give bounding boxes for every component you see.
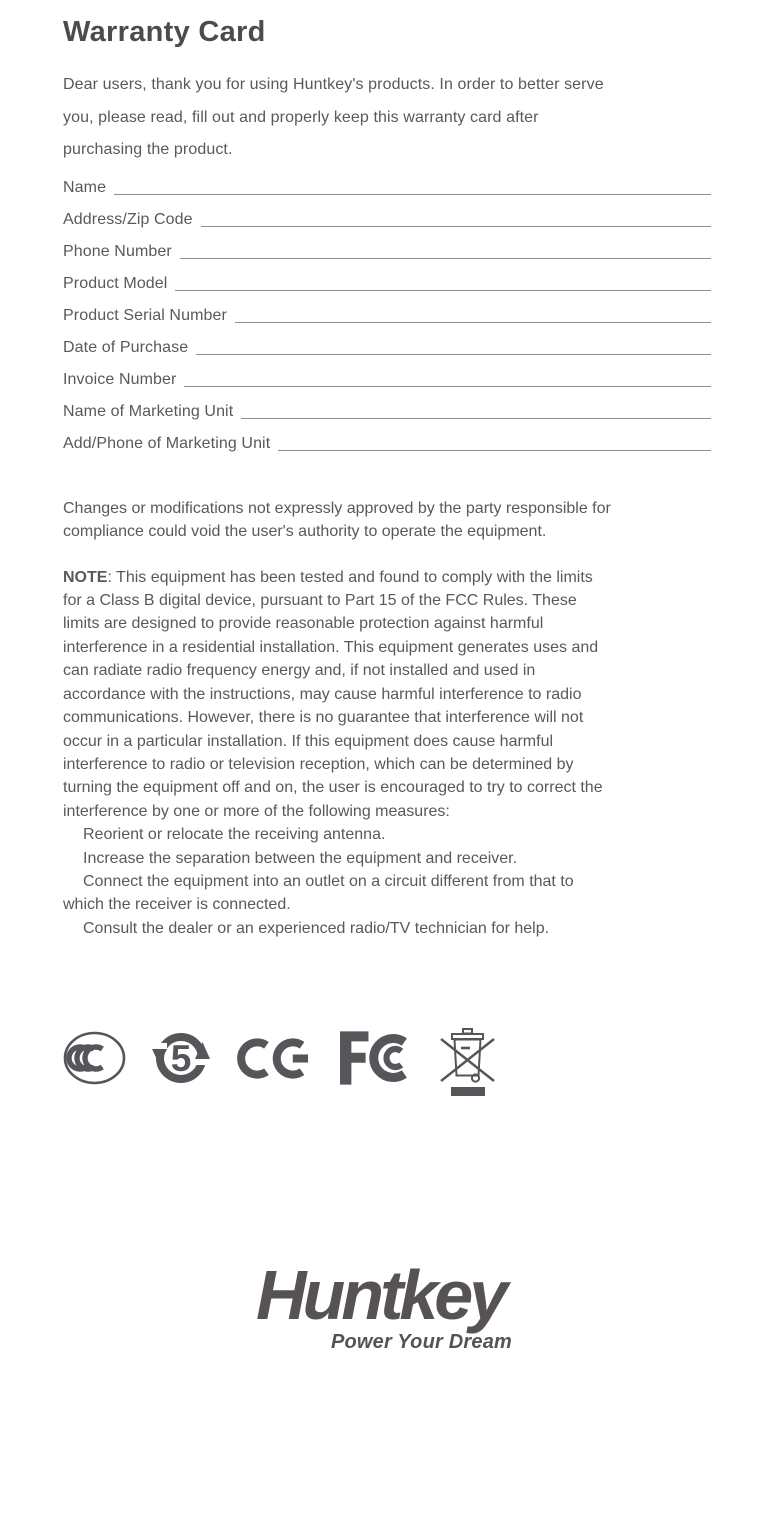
huntkey-logo [256,1256,518,1354]
note-line: for a Class B digital device, pursuant to Part 15 of the FCC Rules. These [63,592,577,610]
form-row-marketing-unit-name [63,391,711,423]
form-field-label: Invoice Number [63,370,177,388]
form-row-invoice-number [63,359,711,391]
form-field-blank-line [235,322,711,323]
note-first-line-text: : This equipment has been tested and found to comply with the limits [107,568,593,586]
intro-line: purchasing the product. [63,141,233,159]
note-line: interference in a residential installation. This equipment generates uses and [63,638,599,656]
form-row-name [63,167,711,199]
intro-line: Dear users, thank you for using Huntkey's products. In order to better serve [63,76,604,94]
form-field-label: Add/Phone of Marketing Unit [63,434,271,452]
brand-tagline: Power Your Dream [330,1331,512,1354]
form-field-label: Date of Purchase [63,338,189,356]
form-field-blank-line [196,354,711,355]
measure-line: Connect the equipment into an outlet on a circuit different from that to [83,872,574,890]
warranty-form [63,167,711,455]
form-field-blank-line [278,450,711,451]
note-line: limits are designed to provide reasonable protection against harmful [63,615,544,633]
form-field-label: Name [63,178,107,196]
form-field-label: Product Model [63,274,168,292]
note-line: interference to radio or television reception, which can be determined by [63,755,574,773]
page-title: Warranty Card [63,16,266,48]
note-first-line [63,566,711,589]
form-row-serial-number [63,295,711,327]
measure-line: Increase the separation between the equipment and receiver. [83,849,518,867]
china-rohs-5-icon [152,1029,210,1087]
form-row-phone [63,231,711,263]
form-field-label: Product Serial Number [63,306,227,324]
form-row-marketing-unit-contact [63,423,711,455]
fcc-mark-icon [340,1030,414,1086]
measure-line: Consult the dealer or an experienced radio/TV technician for help. [83,919,550,937]
intro-paragraph [63,69,711,167]
note-line: can radiate radio frequency energy and, if not installed and used in [63,662,536,680]
ccc-mark-icon [63,1031,126,1085]
note-line: turning the equipment off and on, the user is encouraged to try to correct the [63,779,603,797]
form-field-label: Address/Zip Code [63,210,193,228]
measure-line: which the receiver is connected. [63,896,291,914]
rohs-period-number: 5 [170,1038,192,1080]
brand-wordmark: Huntkey [256,1256,505,1335]
compliance-paragraph [63,497,711,544]
fcc-note-paragraph [63,566,711,941]
note-line: communications. However, there is no guarantee that interference will not [63,709,584,727]
form-field-blank-line [241,418,711,419]
intro-line: you, please read, fill out and properly keep this warranty card after [63,108,539,126]
form-row-purchase-date [63,327,711,359]
form-field-blank-line [175,290,711,291]
form-field-label: Phone Number [63,242,172,260]
note-line: occur in a particular installation. If this equipment does cause harmful [63,732,554,750]
form-row-address-zip [63,199,711,231]
form-field-label: Name of Marketing Unit [63,402,234,420]
ce-mark-icon [236,1031,314,1086]
note-line: interference by one or more of the following measures: [63,802,450,820]
form-field-blank-line [201,226,711,227]
compliance-line: compliance could void the user's authority to operate the equipment. [63,523,547,541]
form-field-blank-line [114,194,711,195]
measure-line: Reorient or relocate the receiving antenna. [83,826,386,844]
form-field-blank-line [180,258,711,259]
weee-bin-icon [440,1018,498,1098]
compliance-line: Changes or modifications not expressly approved by the party responsible for [63,499,611,517]
note-line: accordance with the instructions, may cause harmful interference to radio [63,685,582,703]
form-field-blank-line [184,386,711,387]
certification-marks-row [63,1018,711,1098]
note-label: NOTE [63,568,108,586]
form-row-product-model [63,263,711,295]
